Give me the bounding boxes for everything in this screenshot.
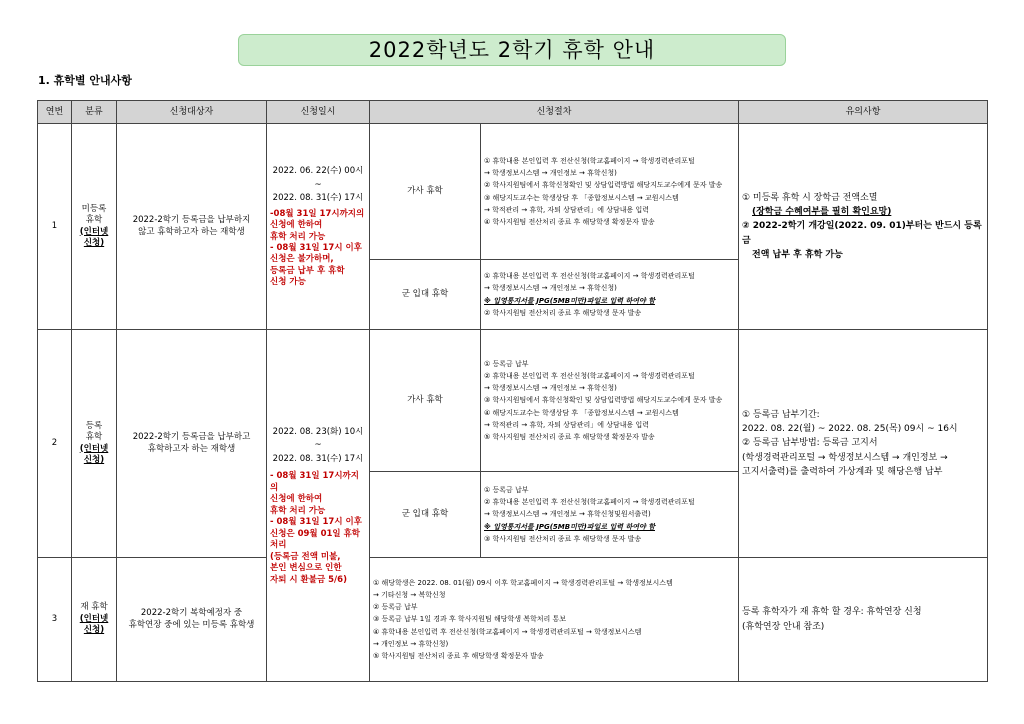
procedure-steps bbox=[481, 124, 739, 260]
header-no: 연번 bbox=[38, 101, 72, 124]
procedure-step: → 개인정보 → 휴학신청) bbox=[373, 639, 449, 648]
procedure-step: ① 휴학내용 본인입력 후 전산신청(학교홈페이지 → 학생경력관리포털 bbox=[484, 272, 695, 280]
row-number: 2 bbox=[38, 330, 72, 558]
procedure-step: → 학생정보시스템 → 개인정보 → 휴학신청) bbox=[484, 384, 617, 393]
procedure-step: → 학생정보시스템 → 개인정보 → 휴학신청및원서출력) bbox=[484, 510, 651, 519]
procedure-step: ④ 휴학내용 본인입력 후 전산신청(학교홈페이지 → 학생경력관리포털 → 학생정보시스템 bbox=[373, 627, 642, 636]
procedure-step: ④ 학사지원팀 전산처리 종료 후 해당학생 확정문자 발송 bbox=[484, 218, 655, 226]
procedure-type: 군 입대 휴학 bbox=[370, 260, 481, 330]
note-line: (학생경력관리포털 → 학생정보시스템 → 개인정보 → bbox=[742, 452, 948, 463]
table-row bbox=[38, 124, 988, 260]
header-procedure: 신청절차 bbox=[370, 101, 739, 124]
category-cell bbox=[72, 124, 117, 330]
procedure-step: ① 해당학생은 2022. 08. 01(월) 09시 이후 학교홈페이지 → 학생경력관리포털 → 학생정보시스템 bbox=[373, 578, 673, 587]
procedure-step: ② 휴학내용 본인입력 후 전산신청(학교홈페이지 → 학생경력관리포털 bbox=[484, 498, 695, 507]
note-line: 고지서출력)를 출력하여 가상계좌 및 해당은행 납부 bbox=[742, 467, 943, 478]
category-note: (인터넷 신청) bbox=[79, 443, 109, 465]
date-cell bbox=[267, 124, 370, 330]
table-header-row bbox=[38, 101, 988, 124]
procedure-step: ③ 등록금 납부 1일 경과 후 학사지원팀 해당학생 복학처리 통보 bbox=[373, 615, 567, 624]
target-cell: 2022-2학기 등록금을 납부하고 휴학하고자 하는 재학생 bbox=[117, 330, 267, 558]
procedure-step: ② 학사지원팀에서 휴학신청확인 및 상담입력방법 해당지도교수에게 문자 발송 bbox=[484, 181, 723, 190]
date-start: 2022. 08. 23(화) 10시 bbox=[272, 426, 364, 437]
procedure-step: → 학적관리 → 휴학, 자퇴 상담관리」에 상담내용 입력 bbox=[484, 205, 650, 214]
category-cell bbox=[72, 330, 117, 558]
note-line: ① 미등록 휴학 시 장학금 전액소멸 bbox=[742, 192, 878, 203]
date-start: 2022. 06. 22(수) 00시 bbox=[272, 166, 364, 177]
procedure-steps bbox=[481, 260, 739, 330]
procedure-type: 가사 휴학 bbox=[370, 124, 481, 260]
category-label: 재 휴학 bbox=[80, 602, 108, 613]
procedure-step: → 학생정보시스템 → 개인정보 → 휴학신청) bbox=[484, 169, 617, 177]
procedure-step: → 학생정보시스템 → 개인정보 → 휴학신청) bbox=[484, 284, 617, 293]
row-number: 3 bbox=[38, 558, 72, 682]
date-tilde: ~ bbox=[314, 179, 322, 190]
section-title: 1. 휴학별 안내사항 bbox=[38, 74, 132, 87]
header-category: 분류 bbox=[72, 101, 117, 124]
note-line: (장학금 수혜여부를 필히 확인요망) bbox=[752, 206, 892, 217]
date-notes: -08월 31일 17시까지의 신청에 한하여 휴학 처리 가능 - 08월 31일 17시 이후 신청은 불가하며, 등록금 납부 후 휴학 신청 가능 bbox=[270, 208, 365, 288]
procedure-step: ③ 학사지원팀 전산처리 종료 후 해당학생 문자 발송 bbox=[484, 534, 642, 543]
procedure-steps bbox=[481, 330, 739, 472]
date-cell bbox=[267, 330, 370, 682]
category-note: (인터넷 신청) bbox=[79, 613, 109, 636]
date-tilde: ~ bbox=[314, 440, 322, 451]
date-end: 2022. 08. 31(수) 17시 bbox=[272, 453, 364, 464]
procedure-step: ④ 해당지도교수는 학생상담 후 「종합정보시스템 → 교원시스템 bbox=[484, 408, 679, 417]
notes-cell bbox=[739, 558, 988, 682]
date-end: 2022. 08. 31(수) 17시 bbox=[272, 193, 364, 204]
procedure-step: ② 휴학내용 본인입력 후 전산신청(학교홈페이지 → 학생경력관리포털 bbox=[484, 371, 695, 380]
note-line: ② 2022-2학기 개강일(2022. 09. 01)부터는 반드시 등록금 bbox=[742, 221, 982, 246]
procedure-step: ③ 학사지원팀에서 휴학신청확인 및 상담입력방법 해당지도교수에게 문자 발송 bbox=[484, 396, 723, 405]
note-line: 2022. 08. 22(월) ~ 2022. 08. 25(목) 09시 ~ 16시 bbox=[742, 423, 958, 434]
note-line: (휴학연장 안내 참조) bbox=[742, 621, 825, 632]
procedure-step: ※ 입영통지서를 JPG(5MB미만)파일로 입력 하여야 함 bbox=[484, 522, 655, 531]
date-notes: - 08월 31일 17시까지의 신청에 한하여 휴학 처리 가능 - 08월 31일 17시 이후 신청은 09월 01일 휴학 처리 (등록금 전액 미불, 본인 변심으로 인한 자퇴 시 환불금 5/6) bbox=[270, 471, 362, 585]
notes-cell bbox=[739, 330, 988, 558]
procedure-step: → 학적관리 → 휴학, 자퇴 상담관리」에 상담내용 입력 bbox=[484, 420, 650, 429]
note-line: ① 등록금 납부기간: bbox=[742, 409, 820, 420]
procedure-step: ② 등록금 납부 bbox=[373, 603, 418, 612]
target-cell: 2022-2학기 등록금을 납부하지 않고 휴학하고자 하는 재학생 bbox=[117, 124, 267, 330]
procedure-step: ① 휴학내용 본인입력 후 전산신청(학교홈페이지 → 학생경력관리포털 bbox=[484, 156, 695, 165]
procedure-steps bbox=[370, 558, 739, 682]
table-row bbox=[38, 330, 988, 472]
procedure-step: ※ 입영통지서를 JPG(5MB미만)파일로 입력 하여야 함 bbox=[484, 296, 655, 305]
procedure-step: ② 학사지원팀 전산처리 종료 후 해당학생 문자 발송 bbox=[484, 308, 642, 317]
procedure-type: 군 입대 휴학 bbox=[370, 472, 481, 558]
target-cell: 2022-2학기 복학예정자 중 휴학연장 중에 있는 미등록 휴학생 bbox=[117, 558, 267, 682]
procedure-step: ⑤ 학사지원팀 전산처리 종료 후 해당학생 확정문자 발송 bbox=[484, 433, 655, 442]
leave-info-table bbox=[37, 100, 988, 682]
procedure-step: ① 등록금 납부 bbox=[484, 359, 529, 368]
header-date: 신청일시 bbox=[267, 101, 370, 124]
procedure-steps bbox=[481, 472, 739, 558]
category-note: (인터넷 신청) bbox=[79, 226, 109, 248]
category-label: 미등록 휴학 bbox=[81, 203, 107, 226]
row-number: 1 bbox=[38, 124, 72, 330]
category-cell bbox=[72, 558, 117, 682]
procedure-step: ① 등록금 납부 bbox=[484, 485, 529, 494]
procedure-type: 가사 휴학 bbox=[370, 330, 481, 472]
procedure-step: ③ 해당지도교수는 학생상담 후 「종합정보시스템 → 교원시스템 bbox=[484, 193, 679, 202]
header-notes: 유의사항 bbox=[739, 101, 988, 124]
note-line: 등록 휴학자가 재 휴학 할 경우: 휴학연장 신청 bbox=[742, 607, 922, 618]
page-title: 2022학년도 2학기 휴학 안내 bbox=[238, 34, 786, 66]
procedure-step: → 기타신청 → 복학신청 bbox=[373, 590, 446, 599]
table-row bbox=[38, 558, 988, 682]
procedure-step: ⑤ 학사지원팀 전산처리 종료 후 해당학생 확정문자 발송 bbox=[373, 652, 544, 661]
note-line: ② 등록금 납부방법: 등록금 고지서 bbox=[742, 438, 878, 449]
category-label: 등록 휴학 bbox=[85, 420, 103, 443]
notes-cell bbox=[739, 124, 988, 330]
note-line: 전액 납부 후 휴학 가능 bbox=[752, 250, 843, 261]
header-target: 신청대상자 bbox=[117, 101, 267, 124]
